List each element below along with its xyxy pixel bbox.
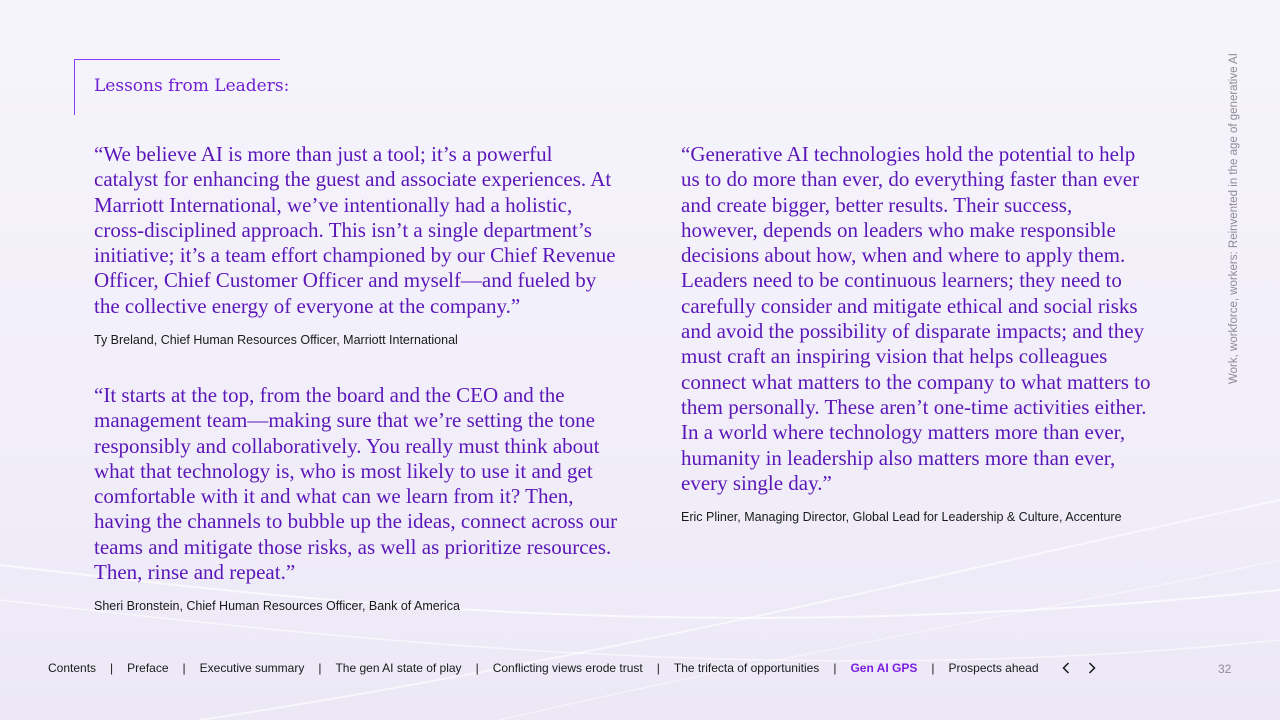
nav-item-preface[interactable]: Preface (127, 661, 169, 675)
nav-separator: | (656, 661, 660, 675)
report-title-vertical: Work, workforce, workers: Reinvented in the age of generative AI (1228, 53, 1240, 384)
nav-separator: | (110, 661, 114, 675)
nav-item-executive-summary[interactable]: Executive summary (199, 661, 305, 675)
section-title: Lessons from Leaders: (94, 76, 290, 96)
nav-separator: | (833, 661, 837, 675)
quote-accenture: “Generative AI technologies hold the potential to help us to do more than ever, do everything faster than ever and create bigger, better results. Their success, however, depends on leaders who make responsible decisions about how, when and where to apply them. Leaders need to be continuous learners; they need to carefully consider and mitigate ethical and social risks and avoid the possibility of disparate impacts; and they must craft an inspiring vision that helps colleagues connect what matters to the company to what matters to them personally. These aren’t one-time activities either. In a world where technology matters more than ever, humanity in leadership also matters more than ever, every single day.” (681, 142, 1151, 495)
quote-attribution-bank-of-america: Sheri Bronstein, Chief Human Resources Officer, Bank of America (94, 599, 460, 613)
nav-item-gen-ai-state-of-play[interactable]: The gen AI state of play (335, 661, 462, 675)
nav-separator: | (182, 661, 186, 675)
chevron-left-icon[interactable] (1060, 660, 1072, 676)
quote-attribution-marriott: Ty Breland, Chief Human Resources Officer, Marriott International (94, 333, 458, 347)
nav-item-contents[interactable]: Contents (48, 661, 97, 675)
chevron-right-icon[interactable] (1086, 660, 1098, 676)
nav-separator: | (931, 661, 935, 675)
nav-separator: | (475, 661, 479, 675)
nav-separator: | (318, 661, 322, 675)
quote-marriott: “We believe AI is more than just a tool; it’s a powerful catalyst for enhancing the guest and associate experiences. At Marriott International, we’ve intentionally had a holistic, cross-disciplined approach. This isn’t a single department’s initiative; it’s a team effort championed by our Chief Revenue Officer, Chief Customer Officer and myself—and fueled by the collective energy of everyone at the company.” (94, 142, 616, 318)
page-number: 32 (1218, 662, 1232, 676)
nav-item-conflicting-views[interactable]: Conflicting views erode trust (492, 661, 643, 675)
footer-nav (48, 661, 1039, 675)
quote-attribution-accenture: Eric Pliner, Managing Director, Global Lead for Leadership & Culture, Accenture (681, 510, 1122, 524)
nav-item-gen-ai-gps[interactable]: Gen AI GPS (850, 661, 918, 675)
page-arrows (1060, 660, 1098, 676)
nav-item-prospects-ahead[interactable]: Prospects ahead (948, 661, 1039, 675)
nav-item-trifecta[interactable]: The trifecta of opportunities (673, 661, 820, 675)
quote-bank-of-america: “It starts at the top, from the board and the CEO and the management team—making sure that we’re setting the tone responsibly and collaboratively. You really must think about what that technology is, who is most likely to use it and get comfortable with it and what can we learn from it? Then, having the channels to bubble up the ideas, connect across our teams and mitigate those risks, as well as prioritize resources. Then, rinse and repeat.” (94, 383, 618, 585)
